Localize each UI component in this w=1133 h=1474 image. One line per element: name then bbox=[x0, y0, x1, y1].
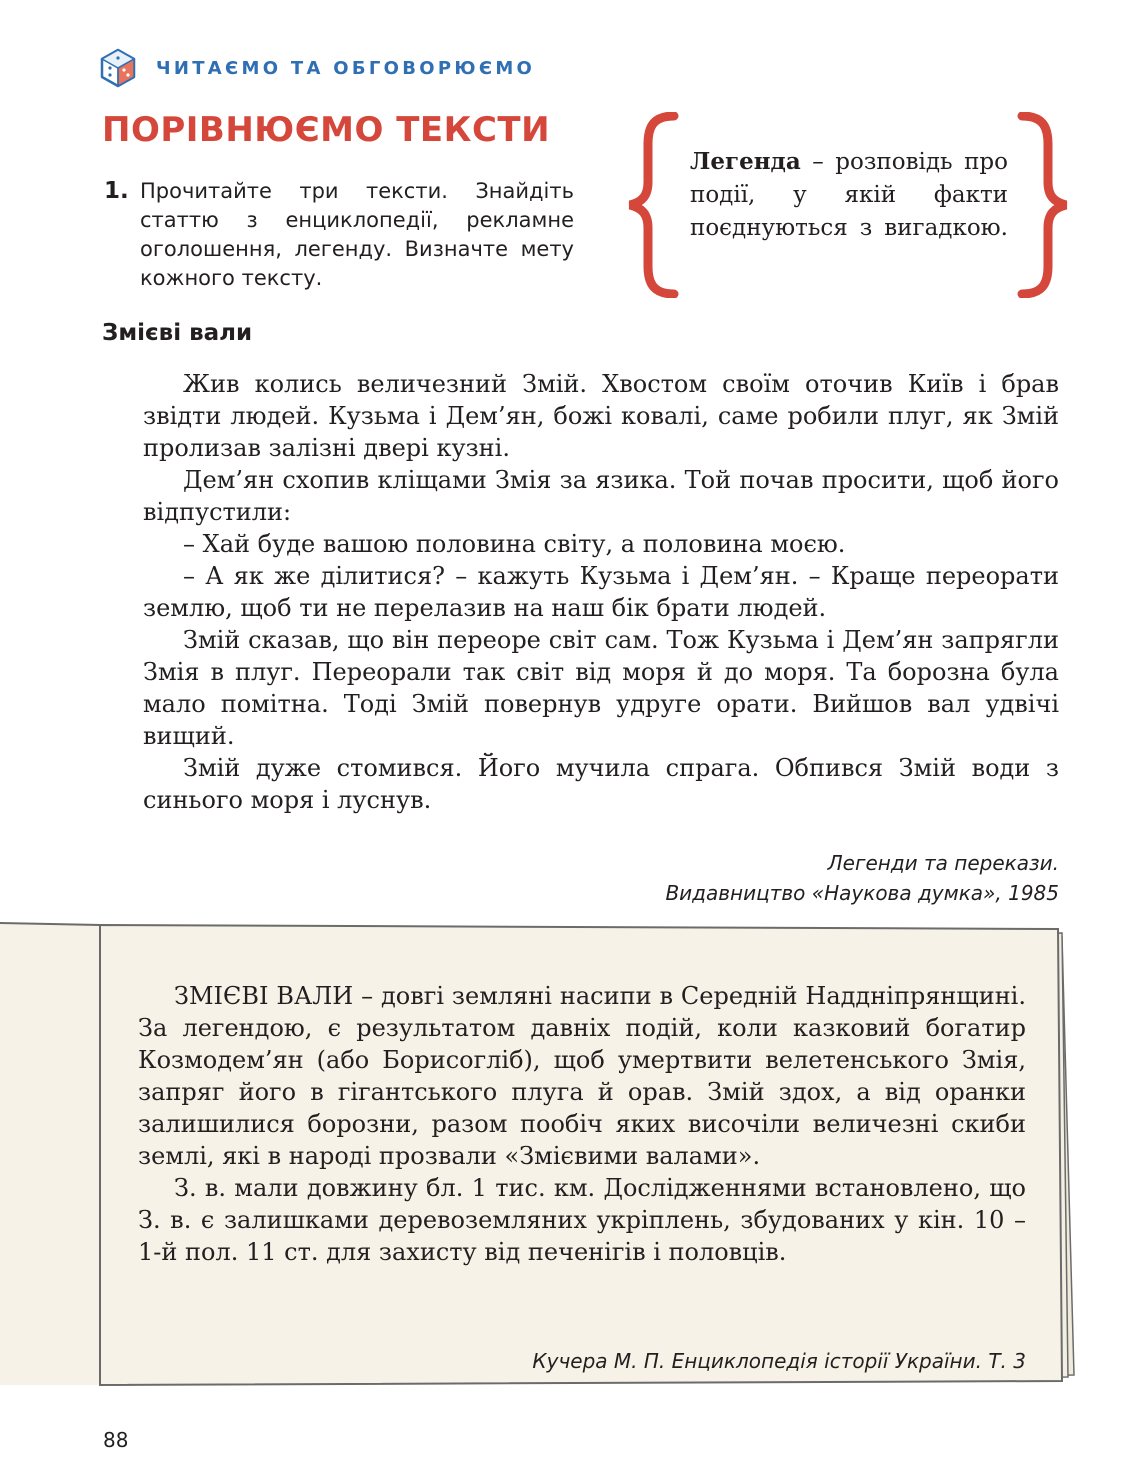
page-title: ПОРІВНЮЄМО ТЕКСТИ bbox=[102, 110, 551, 150]
encyclopedia-paragraph: ЗМІЄВІ ВАЛИ – довгі земляні насипи в Середній Наддніпрянщині. За легендою, є результатом давніх подій, коли казковий богатир Козмодем’ян (або Борисогліб), щоб умертвити велетенського Змія, запряг його в гігантського плуга й орав. Змій здох, а від оранки залишилися борозни, разом пообіч яких височіли величезні скиби землі, які в народі прозвали «Змієвими валами». bbox=[138, 982, 1026, 1170]
task-text: Прочитайте три тексти. Знайдіть статтю з енциклопедії, рекламне оголошення, легенду. Визначте мету кожного тексту. bbox=[140, 179, 574, 290]
story-paragraph: Змій сказав, що він переоре світ сам. Тож Кузьма і Дем’ян запрягли Змія в плуг. Переорали так світ від моря й до моря. Та борозна була мало помітна. Тоді Змій повернув удруге орати. Вийшов вал удвічі вищий. bbox=[143, 626, 1059, 750]
story-title: Змієві вали bbox=[102, 320, 253, 346]
cube-dice-icon bbox=[100, 48, 136, 88]
task-number: 1. bbox=[104, 178, 129, 204]
section-label: ЧИТАЄМО ТА ОБГОВОРЮЄМО bbox=[156, 57, 536, 79]
story-paragraph: – А як же ділитися? – кажуть Кузьма і Дем’ян. – Краще переорати землю, щоб ти не перелазив на наш бік брати людей. bbox=[143, 562, 1059, 622]
left-brace-icon bbox=[624, 112, 684, 298]
page-number: 88 bbox=[103, 1428, 129, 1452]
task-instruction bbox=[104, 177, 574, 293]
section-header bbox=[100, 44, 535, 92]
encyclopedia-source: Кучера М. П. Енциклопедія історії України. Т. 3 bbox=[532, 1349, 1026, 1373]
legend-text bbox=[143, 368, 1059, 816]
story-source bbox=[359, 848, 1059, 908]
story-paragraph: Жив колись величезний Змій. Хвостом своїм оточив Київ і брав звідти людей. Кузьма і Дем’ян, божі ковалі, саме робили плуг, як Змій пролизав залізні двері кузні. bbox=[143, 370, 1059, 462]
story-paragraph: Дем’ян схопив кліщами Змія за язика. Той почав просити, щоб його відпустили: bbox=[143, 466, 1059, 526]
legend-definition bbox=[690, 145, 1008, 245]
encyclopedia-paragraph: З. в. мали довжину бл. 1 тис. км. Дослідженнями встановлено, що З. в. є залишками деревоземляних укріплень, збудованих у кін. 10 – 1-й пол. 11 ст. для захисту від печенігів і половців. bbox=[138, 1174, 1026, 1266]
definition-text: – розповідь про події, у якій факти поєднуються з вигадкою. bbox=[690, 149, 1008, 241]
story-source-line: Видавництво «Наукова думка», 1985 bbox=[665, 881, 1059, 905]
encyclopedia-article bbox=[138, 980, 1026, 1268]
story-paragraph: – Хай буде вашою половина світу, а половина моєю. bbox=[183, 530, 846, 558]
story-paragraph: Змій дуже стомився. Його мучила спрага. Обпився Змій води з синього моря і луснув. bbox=[143, 754, 1059, 814]
story-source-line: Легенди та перекази. bbox=[827, 851, 1059, 875]
right-brace-icon bbox=[1012, 112, 1072, 298]
definition-term: Легенда bbox=[690, 148, 801, 175]
